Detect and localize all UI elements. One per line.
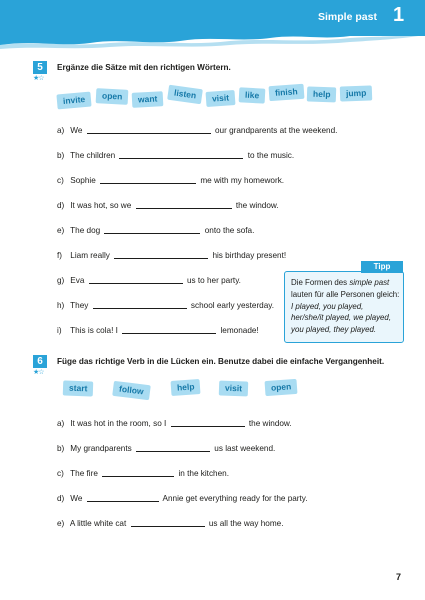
- tip-line-1-term: simple past: [349, 278, 390, 287]
- sentence-label: c): [57, 176, 64, 185]
- sentence-label: h): [57, 301, 65, 310]
- answer-blank-5b[interactable]: [119, 150, 243, 159]
- sentence-5b: [57, 150, 294, 160]
- answer-blank-5f[interactable]: [114, 250, 208, 259]
- word-card-listen: listen: [167, 85, 203, 105]
- word-card-invite: invite: [56, 92, 91, 110]
- answer-blank-6b[interactable]: [136, 443, 210, 452]
- sentence-6d: [57, 493, 308, 503]
- word-card-open-6: open: [265, 379, 298, 396]
- sentence-5d: [57, 200, 279, 210]
- sentence-label: e): [57, 226, 65, 235]
- sentence-after: in the kitchen.: [178, 469, 229, 478]
- answer-blank-6d[interactable]: [87, 493, 159, 502]
- tip-tag: Tipp: [361, 261, 403, 273]
- sentence-label: c): [57, 469, 64, 478]
- sentence-6c: [57, 468, 229, 478]
- sentence-5g: [57, 275, 241, 285]
- sentence-after: us to her party.: [186, 276, 241, 285]
- sentence-before: The children: [70, 151, 116, 160]
- sentence-5c: [57, 175, 284, 185]
- exercise-5-number: 5: [33, 61, 47, 74]
- word-card-visit-6: visit: [219, 380, 249, 396]
- answer-blank-5c[interactable]: [100, 175, 196, 184]
- sentence-label: b): [57, 151, 65, 160]
- exercise-6-number: 6: [33, 355, 47, 368]
- word-card-follow: follow: [112, 381, 150, 400]
- sentence-before: It was hot, so we: [70, 201, 132, 210]
- sentence-label: a): [57, 419, 65, 428]
- tip-line-5: you played, they played.: [291, 325, 377, 335]
- sentence-before: Eva: [70, 276, 85, 285]
- sentence-before: A little white cat: [69, 519, 127, 528]
- sentence-before: Sophie: [70, 176, 96, 185]
- answer-blank-5i[interactable]: [122, 325, 216, 334]
- header-brush-edge: [0, 28, 425, 50]
- sentence-after: the window.: [235, 201, 279, 210]
- sentence-6e: [57, 518, 283, 528]
- tip-line-1-prefix: Die Formen des: [291, 278, 350, 287]
- word-card-finish: finish: [269, 84, 305, 101]
- sentence-after: to the music.: [247, 151, 295, 160]
- sentence-5h: [57, 300, 274, 310]
- tip-line-3: I played, you played,: [291, 301, 364, 311]
- sentence-after: school early yesterday.: [190, 301, 275, 310]
- answer-blank-5h[interactable]: [93, 300, 187, 309]
- word-card-jump: jump: [340, 85, 373, 101]
- answer-blank-6e[interactable]: [131, 518, 205, 527]
- sentence-after: the window.: [248, 419, 292, 428]
- page-number: 7: [396, 572, 402, 582]
- sentence-label: a): [57, 126, 65, 135]
- answer-blank-5g[interactable]: [89, 275, 183, 284]
- sentence-label: d): [57, 494, 65, 503]
- sentence-5a: [57, 125, 337, 135]
- sentence-after: our grandparents at the weekend.: [214, 126, 338, 135]
- word-card-start: start: [63, 380, 94, 396]
- sentence-before: The dog: [70, 226, 101, 235]
- sentence-after: lemonade!: [220, 326, 259, 335]
- sentence-before: It was hot in the room, so I: [70, 419, 167, 428]
- answer-blank-6c[interactable]: [102, 468, 174, 477]
- sentence-label: e): [57, 519, 65, 528]
- sentence-after: me with my homework.: [200, 176, 285, 185]
- sentence-label: f): [57, 251, 63, 260]
- word-card-help: help: [307, 86, 337, 102]
- exercise-6-difficulty-stars: ★☆: [33, 369, 44, 376]
- sentence-before: My grandparents: [70, 444, 132, 453]
- sentence-after: us all the way home.: [208, 519, 284, 528]
- exercise-5-instruction: Ergänze die Sätze mit den richtigen Wörtern.: [57, 63, 231, 72]
- unit-title: Simple past: [318, 11, 377, 23]
- sentence-before: Liam really: [70, 251, 110, 260]
- sentence-before: This is cola! I: [70, 326, 118, 335]
- sentence-label: g): [57, 276, 65, 285]
- answer-blank-6a[interactable]: [171, 418, 245, 427]
- sentence-before: We: [70, 126, 83, 135]
- word-card-want: want: [132, 91, 164, 108]
- sentence-before: They: [70, 301, 89, 310]
- sentence-5f: [57, 250, 286, 260]
- sentence-label: i): [57, 326, 62, 335]
- sentence-label: d): [57, 201, 65, 210]
- sentence-after: onto the sofa.: [204, 226, 255, 235]
- word-card-like: like: [239, 87, 266, 103]
- sentence-after: us last weekend.: [214, 444, 276, 453]
- answer-blank-5e[interactable]: [104, 225, 200, 234]
- sentence-after: Annie get everything ready for the party.: [162, 494, 308, 503]
- unit-number: 1: [393, 4, 405, 26]
- sentence-6b: [57, 443, 275, 453]
- sentence-5i: [57, 325, 259, 335]
- word-card-open: open: [96, 88, 129, 105]
- sentence-before: We: [70, 494, 83, 503]
- sentence-after: his birthday present!: [212, 251, 287, 260]
- exercise-6-instruction: Füge das richtige Verb in die Lücken ein. Benutze dabei die einfache Vergangenheit.: [57, 357, 385, 366]
- exercise-5-difficulty-stars: ★☆: [33, 75, 44, 82]
- sentence-5e: [57, 225, 254, 235]
- tip-line-2: lauten für alle Personen gleich:: [291, 289, 400, 299]
- sentence-label: b): [57, 444, 65, 453]
- tip-text: [291, 277, 403, 336]
- sentence-6a: [57, 418, 292, 428]
- tip-line-4: her/she/it played, we played,: [291, 313, 392, 323]
- word-card-visit: visit: [206, 90, 236, 107]
- word-card-help-6: help: [171, 379, 201, 396]
- answer-blank-5d[interactable]: [136, 200, 232, 209]
- sentence-before: The fire: [70, 469, 98, 478]
- answer-blank-5a[interactable]: [87, 125, 211, 134]
